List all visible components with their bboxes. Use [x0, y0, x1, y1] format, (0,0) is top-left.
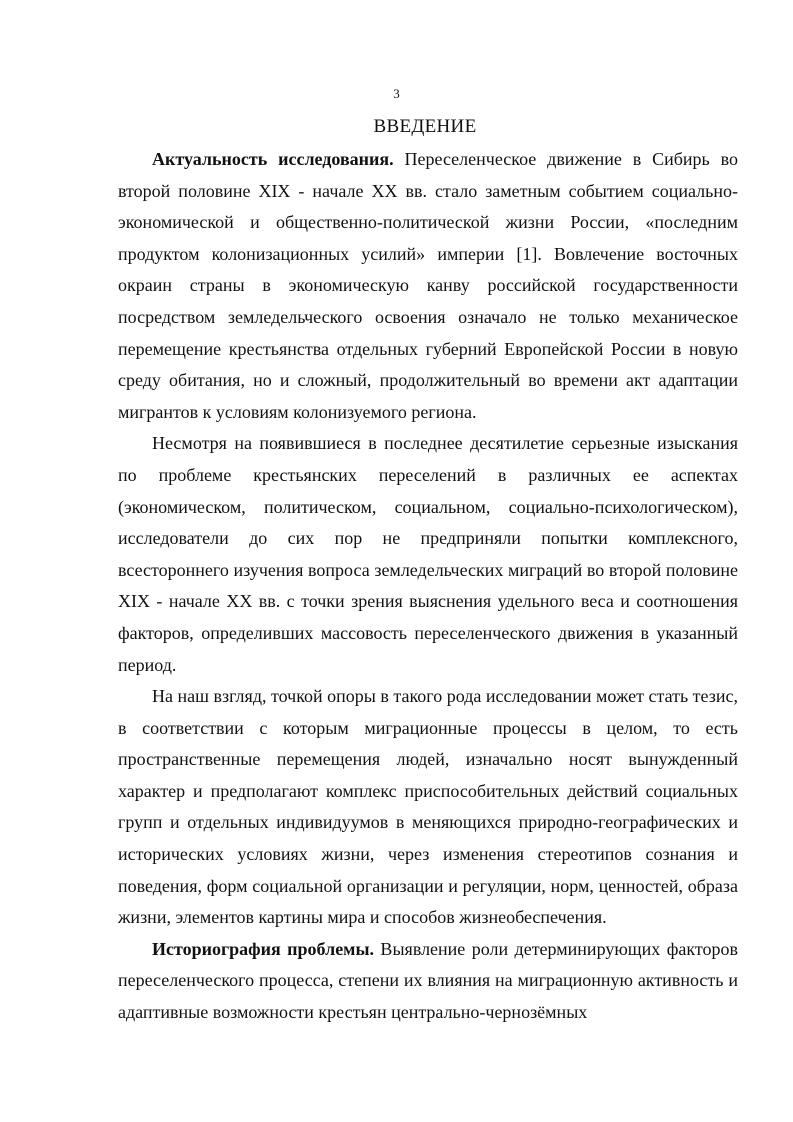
page-number: 3: [393, 86, 400, 101]
paragraph-lead: Актуальность исследования.: [152, 149, 394, 169]
paragraph-historiography: [118, 934, 738, 1029]
paragraph-body: Несмотря на появившиеся в последнее десятилетие серьезные изыскания по проблеме крестьянских переселений в различных ее аспектах (экономическом, политическом, социальном, социально-психологическом), исследователи до сих пор не предприняли попытки комплексного, всестороннего изучения вопроса земледельческих миграций во второй половине XIX - начале XX вв. с точки зрения выяснения удельного веса и соотношения факторов, определивших массовость переселенческого движения в указанный период.: [118, 433, 738, 675]
paragraph-research-gap: [118, 428, 738, 681]
paragraph-body: Выявление роли детерминирующих факторов переселенческого процесса, степени их влияния на миграционную активность и адаптивные возможности крестьян центрально-чернозёмных: [118, 938, 738, 1023]
section-heading: ВВЕДЕНИЕ: [373, 116, 477, 137]
paragraph-thesis: [118, 681, 738, 934]
paragraph-relevance: [118, 144, 738, 428]
paragraph-body: На наш взгляд, точкой опоры в такого рода исследовании может стать тезис, в соответствии с которым миграционные процессы в целом, то есть пространственные перемещения людей, изначально носят вынужденный характер и предполагают комплекс приспособительных действий социальных групп и отдельных индивидуумов в меняющихся природно-географических и исторических условиях жизни, через изменения стереотипов сознания и поведения, форм социальной организации и регуляции, норм, ценностей, образа жизни, элементов картины мира и способов жизнеобеспечения.: [118, 686, 738, 928]
paragraph-body: Переселенческое движение в Сибирь во второй половине XIX - начале XX вв. стало заметным событием социально-экономической и общественно-политической жизни России, «последним продуктом колонизационных усилий» империи [1]. Вовлечение восточных окраин страны в экономическую канву российской государственности посредством земледельческого освоения означало не только механическое перемещение крестьянства отдельных губерний Европейской России в новую среду обитания, но и сложный, продолжительный во времени акт адаптации мигрантов к условиям колонизуемого региона.: [118, 149, 739, 422]
body-text: [118, 144, 738, 1029]
paragraph-lead: Историография проблемы.: [152, 938, 374, 959]
